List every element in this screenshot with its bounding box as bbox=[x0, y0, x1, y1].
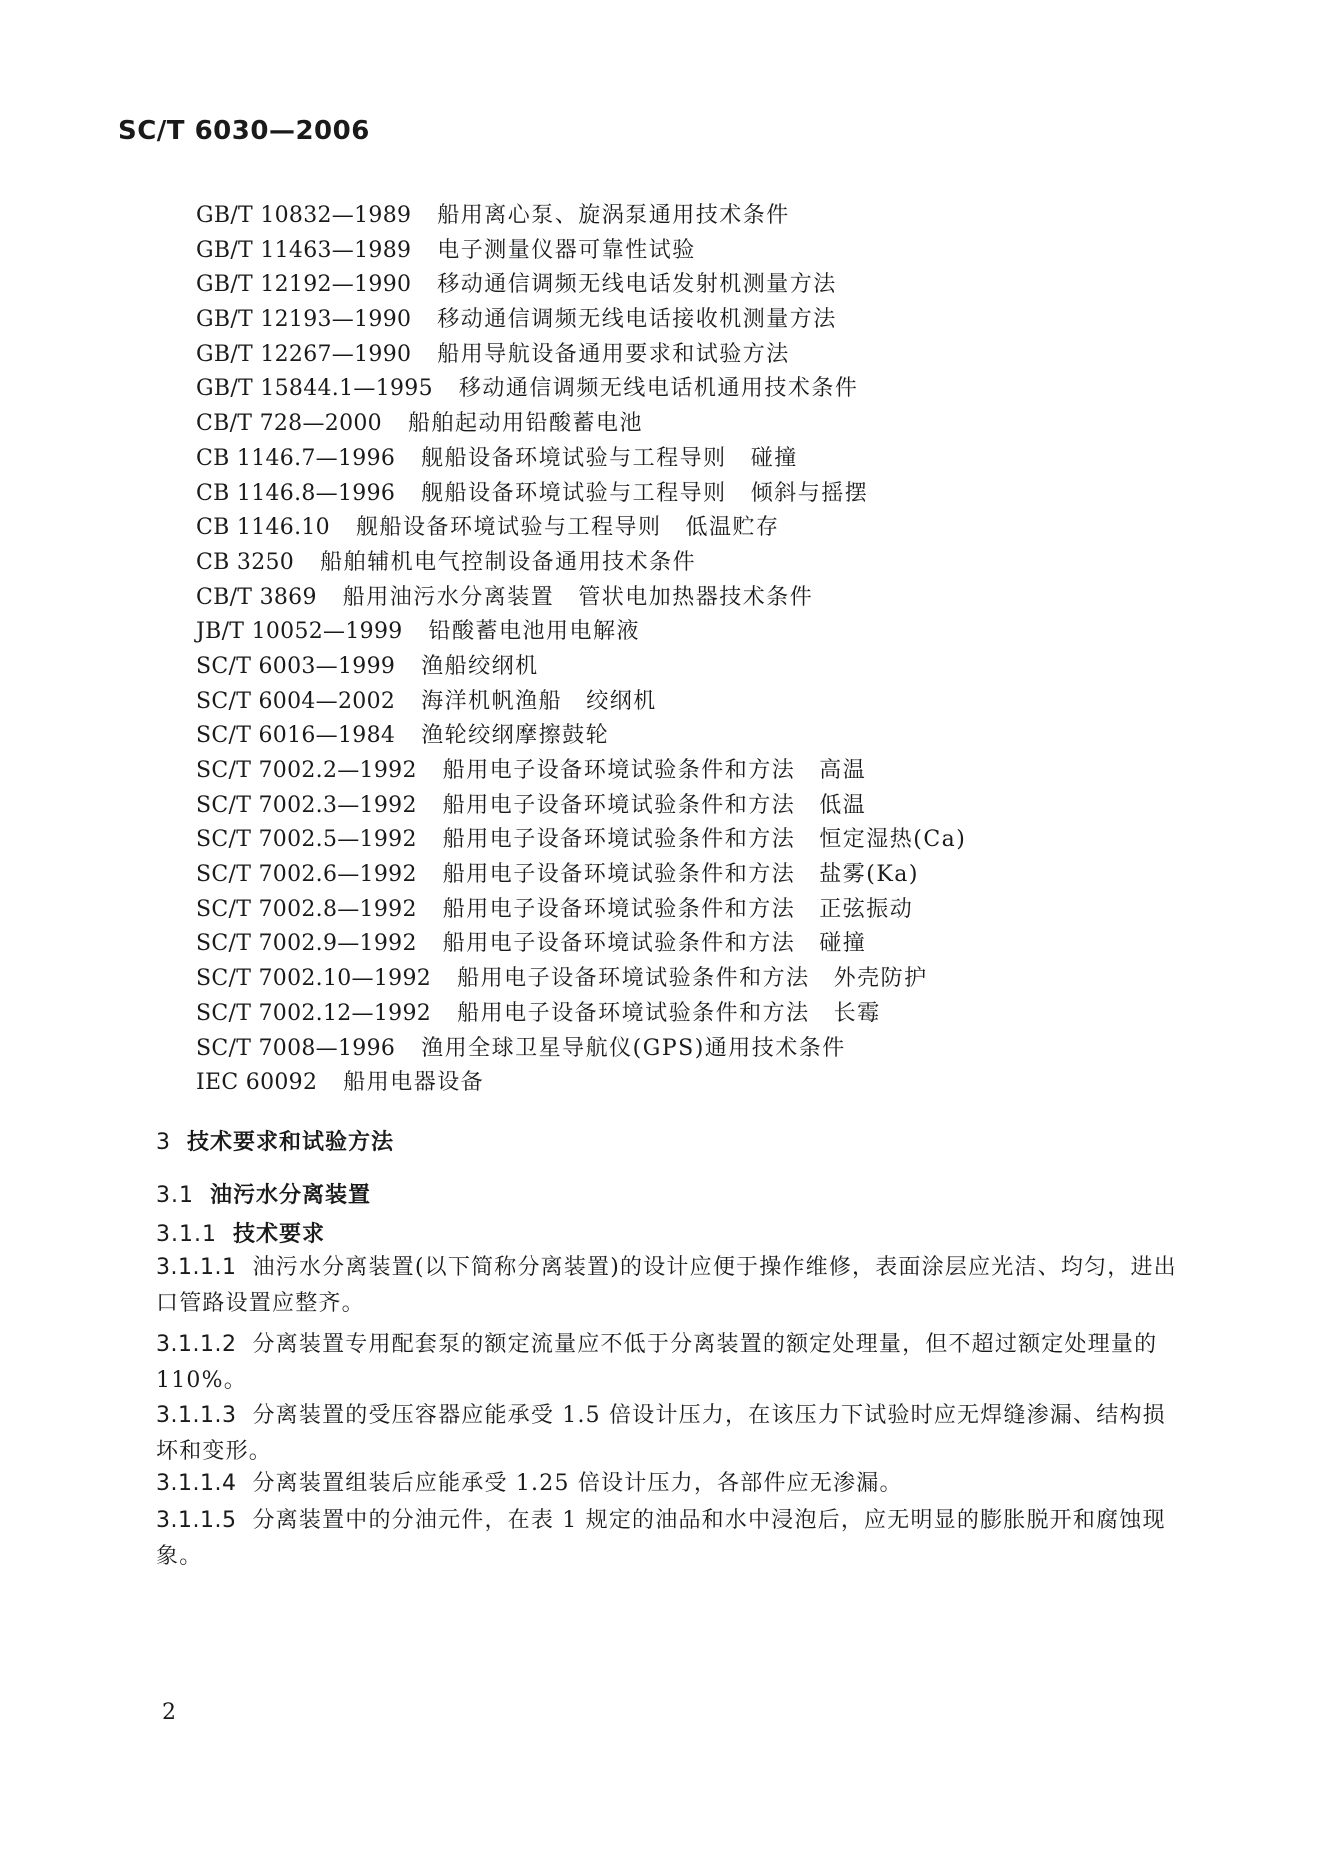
reference-title: 船用电子设备环境试验条件和方法 bbox=[442, 862, 796, 888]
page-number: 2 bbox=[162, 1700, 176, 1725]
reference-code: SC/T 7002.3—1992 bbox=[196, 792, 417, 818]
reference-code: SC/T 7002.2—1992 bbox=[196, 758, 417, 783]
reference-code: SC/T 7002.10—1992 bbox=[196, 966, 432, 992]
reference-item bbox=[196, 718, 966, 753]
section-number: 3.1.1 bbox=[156, 1222, 217, 1247]
clause-number: 3.1.1.3 bbox=[156, 1403, 237, 1428]
reference-code: SC/T 7002.12—1992 bbox=[196, 1000, 432, 1026]
reference-title: 渔轮绞纲摩擦鼓轮 bbox=[421, 723, 610, 749]
reference-code: GB/T 12192—1990 bbox=[196, 272, 412, 298]
section-title: 技术要求和试验方法 bbox=[187, 1130, 395, 1155]
clause-text: 分离装置专用配套泵的额定流量应不低于分离装置的额定处理量，但不超过额定处理量的110%。 bbox=[156, 1332, 1158, 1393]
reference-item bbox=[196, 302, 966, 337]
section-3-heading bbox=[156, 1125, 394, 1156]
clause-number: 3.1.1.1 bbox=[156, 1255, 237, 1280]
reference-subtitle: 低温 bbox=[819, 792, 867, 818]
reference-code: GB/T 12193—1990 bbox=[196, 307, 412, 333]
reference-code: SC/T 7008—1996 bbox=[196, 1035, 396, 1061]
reference-title: 船用电子设备环境试验条件和方法 bbox=[442, 827, 796, 853]
reference-code: CB 1146.7—1996 bbox=[196, 445, 396, 471]
reference-title: 船用电子设备环境试验条件和方法 bbox=[457, 966, 810, 992]
clause-number: 3.1.1.2 bbox=[156, 1332, 237, 1357]
clause-paragraph bbox=[156, 1327, 1180, 1399]
clause-paragraph bbox=[156, 1398, 1180, 1470]
reference-title: 海洋机帆渔船 bbox=[421, 688, 563, 714]
reference-title: 船舶起动用铅酸蓄电池 bbox=[407, 411, 643, 437]
reference-subtitle: 绞纲机 bbox=[586, 688, 657, 714]
reference-code: GB/T 15844.1—1995 bbox=[196, 376, 433, 402]
reference-item bbox=[196, 510, 966, 545]
section-3-1-heading bbox=[156, 1178, 371, 1209]
reference-item bbox=[196, 441, 966, 476]
reference-item bbox=[196, 753, 966, 788]
clause-number: 3.1.1.4 bbox=[156, 1471, 237, 1496]
reference-code: SC/T 6004—2002 bbox=[196, 688, 396, 714]
reference-code: GB/T 12267—1990 bbox=[196, 341, 412, 367]
clause-text: 油污水分离装置(以下简称分离装置)的设计应便于操作维修，表面涂层应光洁、均匀，进出口管路设置应整齐。 bbox=[156, 1255, 1177, 1316]
reference-item bbox=[196, 580, 966, 615]
section-title: 技术要求 bbox=[232, 1222, 325, 1247]
clause-text: 分离装置组装后应能承受 1.25 倍设计压力，各部件应无渗漏。 bbox=[252, 1471, 903, 1496]
reference-subtitle: 正弦振动 bbox=[819, 896, 914, 922]
section-number: 3 bbox=[156, 1130, 171, 1155]
reference-subtitle: 恒定湿热(Ca) bbox=[819, 827, 967, 853]
reference-code: SC/T 6016—1984 bbox=[196, 723, 396, 749]
reference-item bbox=[196, 476, 966, 511]
reference-title: 渔船绞纲机 bbox=[421, 653, 539, 679]
reference-title: 船用电子设备环境试验条件和方法 bbox=[442, 896, 796, 922]
reference-title: 船用电子设备环境试验条件和方法 bbox=[442, 792, 796, 818]
reference-item bbox=[196, 198, 966, 233]
reference-subtitle: 盐雾(Ka) bbox=[819, 862, 919, 888]
section-3-1-1-heading bbox=[156, 1217, 325, 1248]
reference-title: 船用油污水分离装置 bbox=[342, 584, 555, 610]
reference-title: 渔用全球卫星导航仪(GPS)通用技术条件 bbox=[421, 1035, 846, 1061]
reference-title: 舰船设备环境试验与工程导则 bbox=[421, 480, 727, 506]
reference-title: 船用电子设备环境试验条件和方法 bbox=[442, 931, 796, 957]
reference-item bbox=[196, 233, 966, 268]
reference-title: 移动通信调频无线电话发射机测量方法 bbox=[437, 272, 837, 298]
reference-subtitle: 低温贮存 bbox=[685, 515, 780, 541]
reference-title: 船用导航设备通用要求和试验方法 bbox=[437, 341, 790, 367]
clause-paragraph bbox=[156, 1250, 1180, 1322]
reference-title: 船用电器设备 bbox=[343, 1070, 485, 1096]
reference-title: 铅酸蓄电池用电解液 bbox=[428, 619, 641, 645]
standard-code-header: SC/T 6030—2006 bbox=[118, 116, 370, 146]
reference-code: IEC 60092 bbox=[196, 1070, 318, 1096]
clause-text: 分离装置中的分油元件，在表 1 规定的油品和水中浸泡后，应无明显的膨胀脱开和腐蚀现象。 bbox=[156, 1508, 1166, 1569]
reference-code: SC/T 7002.5—1992 bbox=[196, 827, 417, 853]
reference-item bbox=[196, 788, 966, 823]
reference-subtitle: 管状电加热器技术条件 bbox=[578, 584, 814, 610]
reference-code: CB 3250 bbox=[196, 549, 295, 575]
reference-code: SC/T 7002.9—1992 bbox=[196, 931, 417, 957]
reference-item bbox=[196, 822, 966, 857]
reference-subtitle: 倾斜与摇摆 bbox=[750, 480, 869, 506]
reference-item bbox=[196, 267, 966, 302]
reference-item bbox=[196, 649, 966, 684]
reference-item bbox=[196, 371, 966, 406]
clause-text: 分离装置的受压容器应能承受 1.5 倍设计压力，在该压力下试验时应无焊缝渗漏、结构损坏和变形。 bbox=[156, 1403, 1166, 1464]
reference-title: 移动通信调频无线电话机通用技术条件 bbox=[458, 376, 859, 402]
reference-item bbox=[196, 614, 966, 649]
reference-code: CB 1146.8—1996 bbox=[196, 480, 396, 506]
reference-item bbox=[196, 337, 966, 372]
reference-code: JB/T 10052—1999 bbox=[196, 619, 403, 645]
reference-item bbox=[196, 926, 966, 961]
section-title: 油污水分离装置 bbox=[210, 1183, 372, 1208]
reference-code: SC/T 6003—1999 bbox=[196, 653, 396, 679]
clause-paragraph bbox=[156, 1503, 1180, 1575]
reference-item bbox=[196, 545, 966, 580]
reference-title: 船舶辅机电气控制设备通用技术条件 bbox=[320, 549, 697, 575]
reference-code: SC/T 7002.6—1992 bbox=[196, 862, 417, 888]
reference-code: CB 1146.10 bbox=[196, 515, 330, 541]
reference-subtitle: 外壳防护 bbox=[833, 966, 928, 992]
reference-subtitle: 碰撞 bbox=[819, 931, 867, 957]
section-number: 3.1 bbox=[156, 1183, 194, 1208]
reference-subtitle: 长霉 bbox=[833, 1000, 881, 1026]
reference-item bbox=[196, 1031, 966, 1066]
clause-number: 3.1.1.5 bbox=[156, 1508, 237, 1533]
reference-item bbox=[196, 406, 966, 441]
reference-code: GB/T 10832—1989 bbox=[196, 203, 412, 228]
reference-code: CB/T 3869 bbox=[196, 584, 317, 610]
reference-item bbox=[196, 1065, 966, 1100]
clause-paragraph bbox=[156, 1466, 1180, 1502]
reference-code: CB/T 728—2000 bbox=[196, 411, 382, 437]
reference-code: GB/T 11463—1989 bbox=[196, 237, 412, 263]
reference-title: 移动通信调频无线电话接收机测量方法 bbox=[437, 307, 837, 333]
reference-item bbox=[196, 892, 966, 927]
reference-title: 船用离心泵、旋涡泵通用技术条件 bbox=[437, 203, 790, 228]
reference-item bbox=[196, 961, 966, 996]
reference-code: SC/T 7002.8—1992 bbox=[196, 896, 417, 922]
reference-item bbox=[196, 684, 966, 719]
reference-title: 电子测量仪器可靠性试验 bbox=[437, 237, 696, 263]
reference-title: 舰船设备环境试验与工程导则 bbox=[355, 515, 662, 541]
reference-item bbox=[196, 857, 966, 892]
reference-title: 舰船设备环境试验与工程导则 bbox=[421, 445, 727, 471]
normative-references-list bbox=[196, 198, 966, 1100]
reference-title: 船用电子设备环境试验条件和方法 bbox=[457, 1000, 810, 1026]
reference-subtitle: 高温 bbox=[819, 758, 867, 783]
reference-item bbox=[196, 996, 966, 1031]
reference-subtitle: 碰撞 bbox=[750, 445, 798, 471]
reference-title: 船用电子设备环境试验条件和方法 bbox=[442, 758, 796, 783]
